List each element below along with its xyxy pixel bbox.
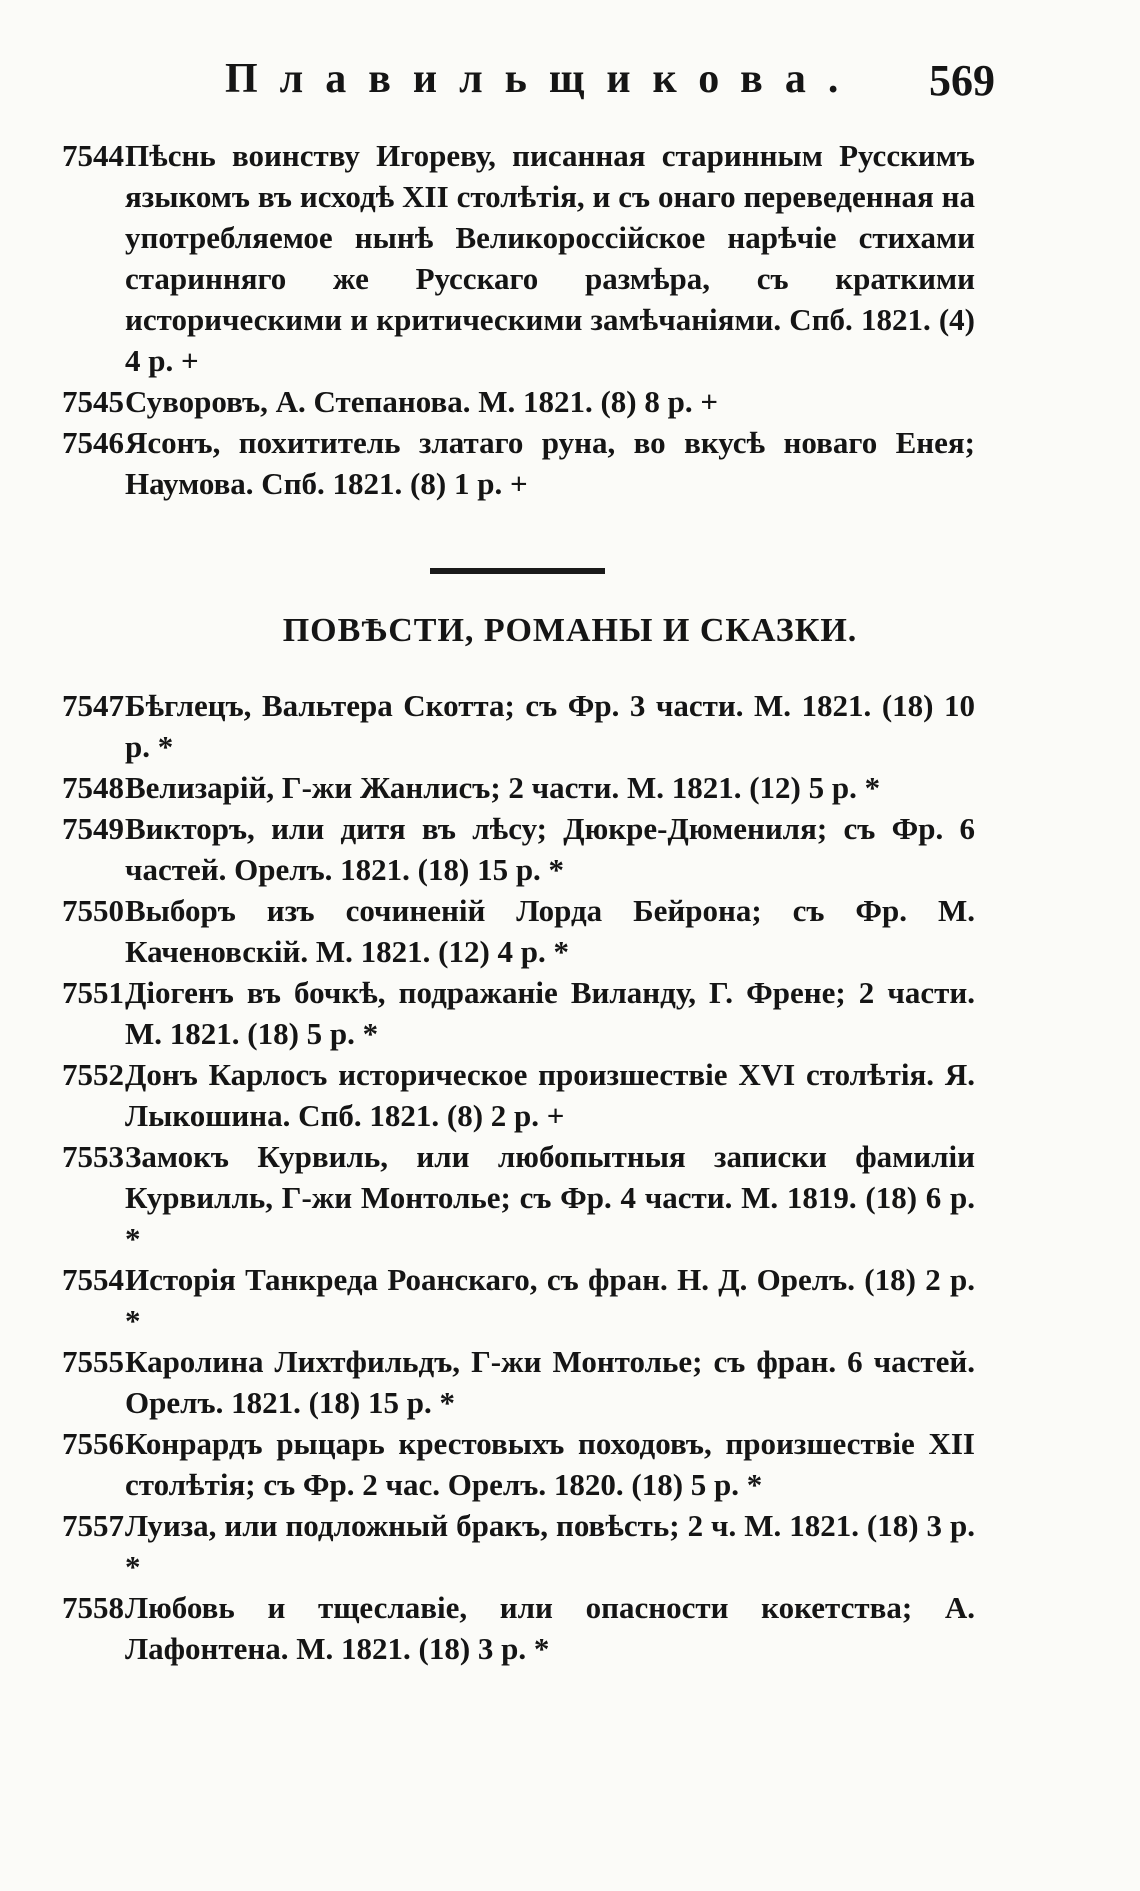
entry-text: Исторія Танкреда Роанскаго, съ фран. Н. Д. Орелъ. (18) 2 р. * [125,1262,975,1338]
entry-text: Пѣснь воинству Игореву, писанная старинным Русскимъ языкомъ въ исходѣ XII столѣтія, и съ онаго переведенная на употребляемое нынѣ Великороссійское нарѣчіе стихами старинняго же Русскаго размѣра, съ краткими историческими и критическими замѣчаніями. Спб. 1821. (4) 4 р. + [125,138,975,378]
catalog-entry [0,1259,975,1341]
entries-top [0,135,1140,504]
page-header [225,55,995,115]
entry-number: 7557 [62,1508,124,1543]
entry-number: 7547 [62,688,124,723]
catalog-entry [0,890,975,972]
section-divider [430,568,605,574]
entry-number: 7548 [62,770,124,805]
entry-text: Выборъ изъ сочиненій Лорда Бейрона; съ Фр. М. Каченовскій. М. 1821. (12) 4 р. * [125,893,975,969]
catalog-entry [0,381,975,422]
entry-number: 7545 [62,384,124,419]
catalog-entry [0,685,975,767]
entry-text: Конрардъ рыцарь крестовыхъ походовъ, произшествіе XII столѣтія; съ Фр. 2 час. Орелъ. 1820. (18) 5 р. * [125,1426,975,1502]
entry-text: Бѣглецъ, Вальтера Скотта; съ Фр. 3 части. М. 1821. (18) 10 р. * [125,688,975,764]
entry-text: Ясонъ, похититель златаго руна, во вкусѣ новаго Енея; Наумова. Спб. 1821. (8) 1 р. + [125,425,975,501]
entry-text: Замокъ Курвиль, или любопытныя записки фамиліи Курвилль, Г-жи Монтолье; съ Фр. 4 части. М. 1819. (18) 6 р. * [125,1139,975,1256]
catalog-entry [0,1341,975,1423]
catalog-entry [0,767,975,808]
catalog-entry [0,1587,975,1669]
entry-number: 7555 [62,1344,124,1379]
entry-number: 7558 [62,1590,124,1625]
catalog-entry [0,1136,975,1259]
entry-text: Велизарій, Г-жи Жанлисъ; 2 части. М. 1821. (12) 5 р. * [125,770,881,805]
entry-text: Каролина Лихтфильдъ, Г-жи Монтолье; съ фран. 6 частей. Орелъ. 1821. (18) 15 р. * [125,1344,975,1420]
entry-text: Діогенъ въ бочкѣ, подражаніе Виланду, Г. Френе; 2 части. М. 1821. (18) 5 р. * [125,975,975,1051]
entry-number: 7553 [62,1139,124,1174]
entry-text: Любовь и тщеславіе, или опасности кокетства; А. Лафонтена. М. 1821. (18) 3 р. * [125,1590,975,1666]
entry-number: 7549 [62,811,124,846]
catalog-entry [0,1054,975,1136]
catalog-entry [0,135,975,381]
catalog-entry [0,972,975,1054]
entry-number: 7551 [62,975,124,1010]
entry-text: Донъ Карлосъ историческое произшествіе XVI столѣтія. Я. Лыкошина. Спб. 1821. (8) 2 р. + [125,1057,975,1133]
entry-number: 7556 [62,1426,124,1461]
section-title: ПОВѢСТИ, РОМАНЫ И СКАЗКИ. [282,612,858,649]
entry-text: Суворовъ, А. Степанова. М. 1821. (8) 8 р. + [125,384,719,419]
catalog-entry [0,1505,975,1587]
entry-number: 7546 [62,425,124,460]
catalog-entry [0,808,975,890]
catalog-entry [0,1423,975,1505]
entry-text: Викторъ, или дитя въ лѣсу; Дюкре-Дюмениля; съ Фр. 6 частей. Орелъ. 1821. (18) 15 р. * [125,811,975,887]
entries-bottom [0,685,1140,1669]
entry-number: 7554 [62,1262,124,1297]
entry-number: 7550 [62,893,124,928]
entry-number: 7552 [62,1057,124,1092]
entry-number: 7544 [62,138,124,173]
running-title: Плавильщикова. [225,56,861,102]
entry-text: Луиза, или подложный бракъ, повѣсть; 2 ч. М. 1821. (18) 3 р. * [125,1508,975,1584]
catalog-entry [0,422,975,504]
page-number: 569 [929,56,995,105]
